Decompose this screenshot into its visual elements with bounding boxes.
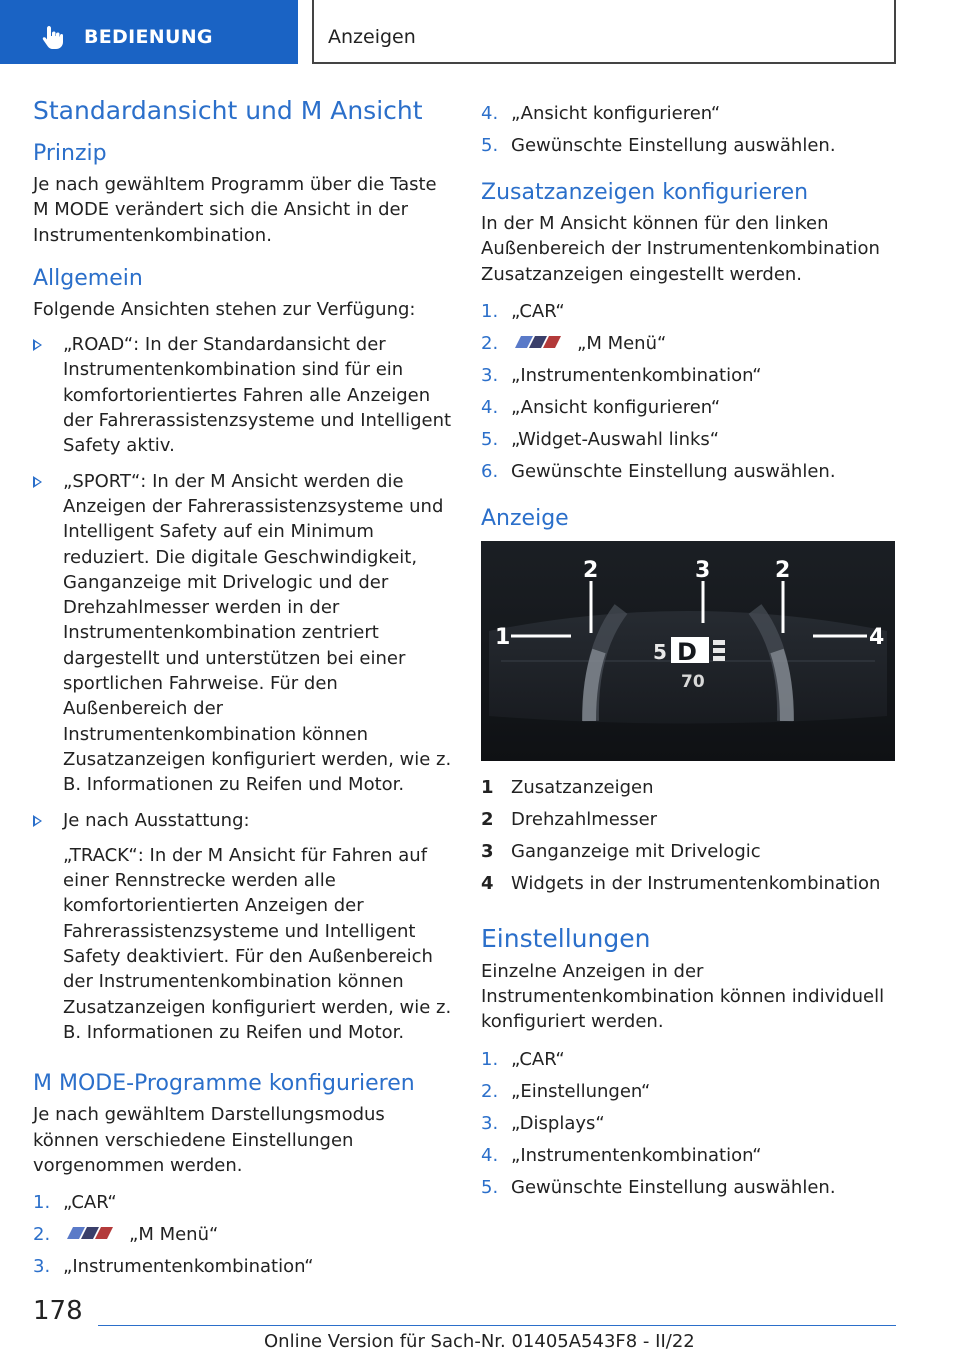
section-prinzip: [33, 141, 453, 248]
step-item: [481, 395, 901, 420]
step-item: [481, 1143, 901, 1168]
text-mmode: Je nach gewähltem Darstellungsmodus können verschiedene Einstellungen vorgenommen werden.: [33, 1104, 385, 1176]
section-mmode: [33, 1071, 453, 1279]
right-column: [481, 101, 901, 1218]
legend-text: Ganganzeige mit Drivelogic: [511, 840, 761, 862]
list-item: [33, 808, 453, 1046]
callout-1: 1: [495, 624, 511, 650]
legend-number: 2: [481, 808, 494, 830]
step-text: „Ansicht konfigurieren“: [511, 103, 721, 124]
section-zusatz: [481, 180, 901, 484]
step-text: „M Menü“: [129, 1224, 219, 1246]
view-list: [33, 332, 453, 1045]
step-number: 5.: [481, 428, 499, 450]
step-text: „CAR“: [511, 300, 565, 322]
step-text: „CAR“: [511, 1048, 565, 1070]
heading-prinzip: Prinzip: [33, 141, 107, 166]
step-number: 3.: [481, 1112, 499, 1134]
step-number: 4.: [481, 396, 499, 418]
step-number: 2.: [481, 1080, 499, 1102]
step-text: „Ansicht konfigurieren“: [511, 396, 721, 418]
step-text: „M Menü“: [577, 332, 667, 354]
step-item: [481, 1175, 901, 1200]
step-item: [481, 427, 901, 452]
legend-number: 1: [481, 776, 494, 798]
step-number: 6.: [481, 460, 499, 482]
step-number: 3.: [481, 364, 499, 386]
step-item: [481, 101, 901, 126]
text-prinzip: Je nach gewähltem Programm über die Taste M MODE verändert sich die Ansicht in der Instrumentenkombination.: [33, 174, 437, 246]
step-item: [33, 1190, 453, 1215]
step-number: 4.: [481, 1144, 499, 1166]
legend-text: Widgets in der Instrumentenkombination: [511, 872, 881, 894]
legend-text: Drehzahlmesser: [511, 808, 658, 830]
step-text: Gewünschte Einstellung auswählen.: [511, 460, 836, 482]
callout-4: 4: [869, 624, 885, 650]
step-item: [33, 1222, 453, 1247]
legend-number: 3: [481, 840, 494, 862]
text-allgemein-intro: Folgende Ansichten stehen zur Verfügung:: [33, 298, 416, 320]
callout-2-right: 2: [775, 557, 791, 583]
instrument-cluster-image: [481, 541, 895, 761]
gear-indicator: D: [677, 637, 697, 666]
list-item: [33, 469, 453, 798]
step-number: 5.: [481, 1176, 499, 1198]
step-text: „Displays“: [511, 1112, 605, 1134]
list-item: [33, 332, 453, 458]
callout-2-left: 2: [583, 557, 599, 583]
list-item-lead: Je nach Ausstattung:: [63, 809, 250, 831]
legend-item: [481, 807, 901, 832]
legend-item: [481, 839, 901, 864]
section-tab[interactable]: [0, 0, 298, 64]
section-anzeige: [481, 506, 901, 896]
hand-pointer-icon: [40, 24, 66, 50]
heading-einstellungen: Einstellungen: [481, 923, 651, 953]
footer-text: Online Version für Sach-Nr. 01405A543F8 - II/22: [264, 1331, 695, 1352]
legend-item: [481, 775, 901, 800]
step-number: 4.: [481, 103, 499, 124]
step-text: „Instrumentenkombination“: [63, 1256, 314, 1278]
step-item: [481, 1047, 901, 1072]
page-number: 178: [33, 1296, 83, 1326]
section-label: BEDIENUNG: [84, 26, 213, 48]
step-item: [481, 363, 901, 388]
mmode-steps: [33, 1190, 453, 1279]
step-text: „Einstellungen“: [511, 1080, 651, 1102]
step-item: [481, 1079, 901, 1104]
list-item-text: „SPORT“: In der M Ansicht werden die Anzeigen der Fahrerassistenzsysteme und Intelligent Safety auf ein Minimum reduziert. Die digitale Geschwindigkeit, Ganganzeige mit Drivelogic und der Drehzahlmesser werden in der Instrumentenkombination zentriert dargestellt und unterstützen bei einer sportlichen Fahrweise. Für den Außenbereich der Instrumentenkombination können Zusatzanzeigen konfiguriert werden, wie z. B. Informationen zu Reifen und Motor.: [63, 470, 452, 796]
chapter-label: Anzeigen: [328, 26, 416, 48]
step-number: 3.: [33, 1256, 51, 1278]
step-text: „Widget-Auswahl links“: [511, 428, 720, 450]
step-item: [481, 459, 901, 484]
text-einstellungen: Einzelne Anzeigen in der Instrumentenkombination können individuell konfiguriert werden.: [481, 960, 885, 1033]
section-allgemein: [33, 266, 453, 1045]
step-number: 1.: [481, 1048, 499, 1070]
left-column: [33, 96, 453, 1297]
step-text: „Instrumentenkombination“: [511, 1144, 762, 1166]
zusatz-steps: [481, 299, 901, 484]
m-logo-icon: [63, 1227, 115, 1239]
step-item: [481, 133, 901, 158]
page-title: Standardansicht und M Ansicht: [33, 96, 423, 125]
footer-divider: [98, 1325, 896, 1326]
list-item-text: „TRACK“: In der M Ansicht für Fahren auf einer Rennstrecke werden alle komfortorientierten Anzeigen der Fahrerassistenzsysteme und Intelligent Safety deaktiviert. Für den Außenbereich der Instrumentenkombination können Zusatzanzeigen konfiguriert werden, wie z. B. Informationen zu Reifen und Motor.: [63, 844, 452, 1043]
heading-mmode: M MODE-Programme konfigurieren: [33, 1071, 415, 1097]
speed-display: 70: [681, 671, 705, 692]
legend-text: Zusatzanzeigen: [511, 776, 654, 798]
step-text: „Instrumentenkombination“: [511, 364, 762, 386]
step-number: 2.: [33, 1224, 51, 1246]
step-text: Gewünschte Einstellung auswählen.: [511, 135, 836, 156]
triangle-bullet-icon: [33, 339, 42, 351]
step-number: 1.: [481, 300, 499, 322]
step-item: [481, 299, 901, 324]
list-item-text: „ROAD“: In der Standardansicht der Instrumentenkombination sind für ein komfortorientiertes Fahren alle Anzeigen der Fahrerassistenzsysteme und Intelligent Safety aktiv.: [63, 334, 452, 457]
triangle-bullet-icon: [33, 815, 42, 827]
triangle-bullet-icon: [33, 476, 42, 488]
step-text: Gewünschte Einstellung auswählen.: [511, 1176, 836, 1198]
callout-3: 3: [695, 557, 711, 583]
einstellungen-steps: [481, 1047, 901, 1200]
gear-indicator-left: 5: [653, 639, 667, 664]
step-number: 1.: [33, 1192, 51, 1214]
step-item: [481, 1111, 901, 1136]
legend-number: 4: [481, 872, 494, 894]
step-item: [33, 1254, 453, 1279]
heading-allgemein: Allgemein: [33, 265, 143, 291]
step-item: [481, 331, 901, 356]
m-logo-icon: [511, 336, 563, 348]
text-zusatz: In der M Ansicht können für den linken Außenbereich der Instrumentenkombination Zusatzanzeigen eingestellt werden.: [481, 213, 880, 285]
heading-zusatz: Zusatzanzeigen konfigurieren: [481, 180, 809, 205]
chapter-header: [312, 0, 896, 64]
step-number: 2.: [481, 332, 499, 354]
step-text: „CAR“: [63, 1192, 117, 1214]
mmode-steps-continued: [481, 101, 901, 158]
section-einstellungen: [481, 924, 901, 1200]
image-legend: [481, 775, 901, 896]
step-number: 5.: [481, 135, 499, 156]
heading-anzeige: Anzeige: [481, 505, 569, 531]
legend-item: [481, 871, 901, 896]
